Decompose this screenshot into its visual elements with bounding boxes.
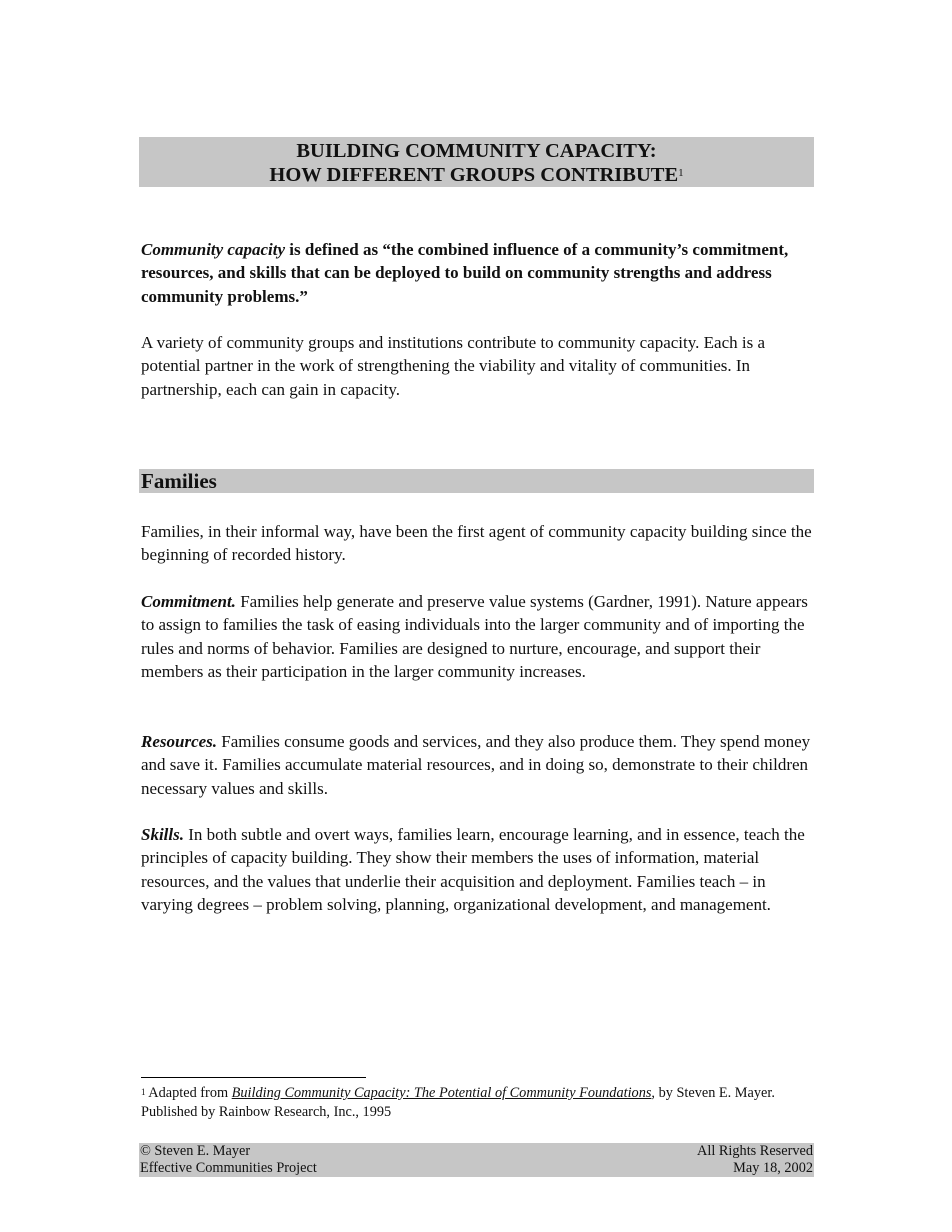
definition-term: Community capacity: [141, 240, 286, 259]
skills-label: Skills.: [141, 825, 184, 844]
title-line-1: BUILDING COMMUNITY CAPACITY:: [296, 140, 657, 162]
footnote-marker: 1: [141, 1087, 146, 1097]
document-title: [139, 137, 814, 187]
commitment-text: Families help generate and preserve value systems (Gardner, 1991). Nature appears to assign to families the task of easing individuals into the larger community and of importing the rules and norms of behavior. Families are designed to nurture, encourage, and support their members as their participation in the larger community increases.: [141, 592, 808, 681]
resources-label: Resources.: [141, 732, 218, 751]
resources-paragraph: [141, 730, 821, 800]
footer-row-2: [140, 1160, 813, 1177]
footer-row-1: [140, 1143, 813, 1160]
definition-text: is defined as “the combined influence of a community’s commitment, resources, and skills that can be deployed to build on community strengths and address community problems.”: [141, 240, 789, 306]
commitment-label: Commitment.: [141, 592, 236, 611]
footnote-prefix: Adapted from: [145, 1085, 232, 1101]
section-heading: Families: [139, 469, 814, 493]
title-line-2: HOW DIFFERENT GROUPS CONTRIBUTE$^1$: [269, 164, 684, 186]
resources-text: Families consume goods and services, and they also produce them. They spend money and save it. Families accumulate material resources, and in doing so, demonstrate to their children necessary values and skills.: [141, 732, 811, 798]
families-intro: Families, in their informal way, have been the first agent of community capacity building since the beginning of recorded history.: [141, 522, 812, 565]
definition-paragraph: [141, 238, 821, 308]
footer-project: Effective Communities Project: [140, 1160, 317, 1176]
skills-paragraph: [141, 823, 821, 916]
footer-date: May 18, 2002: [733, 1160, 813, 1176]
intro-paragraph: A variety of community groups and institutions contribute to community capacity. Each is a potential partner in the work of strengthening the viability and vitality of communities. In partnership, each can gain in capacity.: [141, 333, 765, 399]
commitment-paragraph: [141, 590, 821, 683]
footnote: [141, 1084, 813, 1122]
footnote-ref[interactable]: 1: [678, 167, 684, 179]
footnote-source-link[interactable]: Building Community Capacity: The Potential of Community Foundations: [231, 1085, 652, 1101]
footnote-suffix: , by Steven E. Mayer. Published by Rainbow Research, Inc., 1995: [141, 1085, 775, 1120]
footer-copyright: © Steven E. Mayer: [140, 1143, 251, 1159]
footer-rights: All Rights Reserved: [697, 1143, 813, 1159]
footnote-divider: [141, 1077, 366, 1078]
skills-text: In both subtle and overt ways, families learn, encourage learning, and in essence, teach the principles of capacity building. They show their members the uses of information, material resources, and the values that underlie their acquisition and deployment. Families teach – in varying degrees – problem solving, planning, organizational development, and management.: [141, 825, 805, 914]
page-footer: [139, 1143, 814, 1177]
